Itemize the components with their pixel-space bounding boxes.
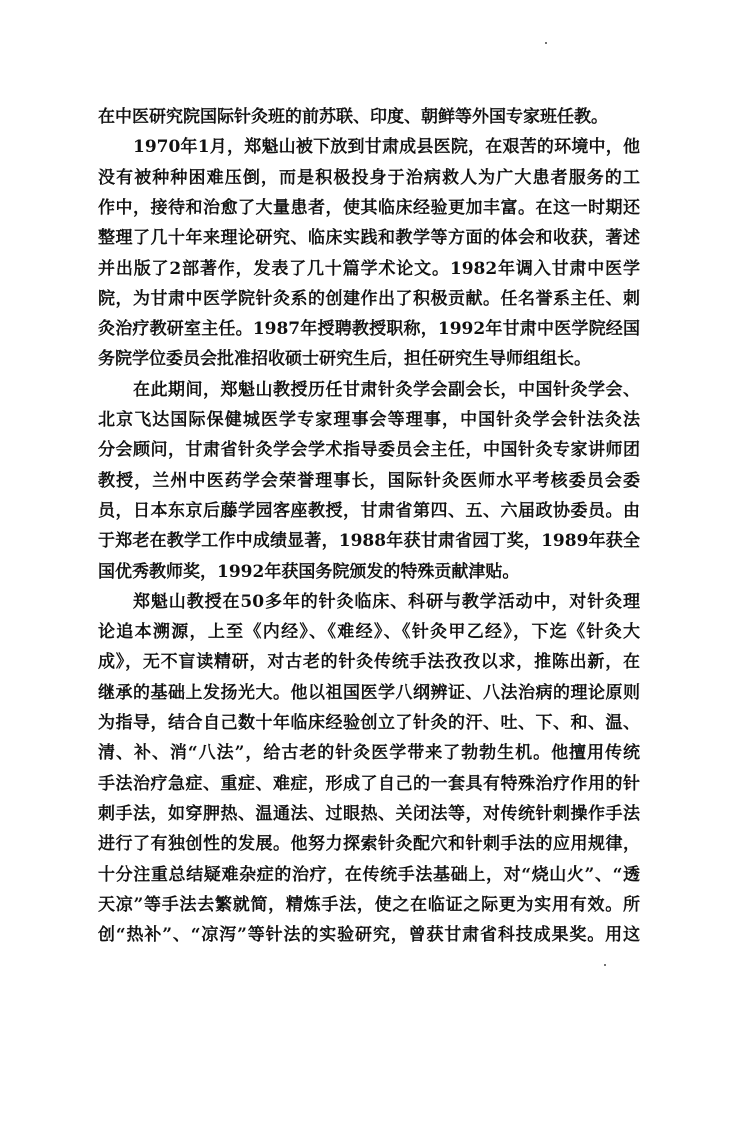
paragraph-line: 十分注重总结疑难杂症的治疗，在传统手法基础上，对“烧山火”、“透 (98, 864, 640, 885)
paragraph-line: 论追本溯源，上至《内经》、《难经》、《针灸甲乙经》，下迄《针灸大 (98, 622, 640, 643)
paragraph-line: 刺手法，如穿胛热、温通法、过眼热、关闭法等，对传统针刺操作手法 (98, 803, 640, 824)
paragraph-line: 手法治疗急症、重症、难症，形成了自己的一套具有特殊治疗作用的针 (98, 773, 640, 794)
paragraph-line: 进行了有独创性的发展。他努力探索针灸配穴和针刺手法的应用规律， (98, 834, 640, 855)
paragraph-line: 成》，无不盲读精研，对古老的针灸传统手法孜孜以求，推陈出新，在 (98, 652, 640, 673)
paragraph-line: 作中，接待和治愈了大量患者，使其临床经验更加丰富。在这一时期还 (98, 197, 640, 218)
paragraph-line: 北京飞达国际保健城医学专家理事会等理事，中国针灸学会针法灸法 (98, 410, 640, 430)
paragraph-line: 清、补、消“八法”，给古老的针灸医学带来了勃勃生机。他擅用传统 (98, 743, 640, 764)
paragraph-line: 分会顾问，甘肃省针灸学会学术指导委员会主任，中国针灸专家讲师团 (98, 440, 640, 461)
paragraph-line: 教授，兰州中医药学会荣誉理事长，国际针灸医师水平考核委员会委 (98, 470, 640, 491)
paragraph-first-line: 郑魁山教授在50多年的针灸临床、科研与教学活动中，对针灸理 (133, 591, 640, 612)
paragraph-line: 于郑老在教学工作中成绩显著，1988年获甘肃省园丁奖，1989年获全 (98, 531, 640, 552)
paragraph-line: 创“热补”、“凉泻”等针法的实验研究，曾获甘肃省科技成果奖。用这 (98, 925, 640, 946)
paragraph-line: 天凉”等手法去繁就简，精炼手法，使之在临证之际更为实用有效。所 (98, 894, 640, 915)
paragraph-first-line: 在中医研究院国际针灸班的前苏联、印度、朝鲜等外国专家班任教。 (98, 107, 608, 127)
paragraph-first-line: 1970年1月，郑魁山被下放到甘肃成县医院，在艰苦的环境中，他 (133, 137, 640, 158)
paragraph-line: 没有被种种困难压倒，而是积极投身于治病救人为广大患者服务的工 (98, 167, 640, 188)
scan-speck (604, 964, 606, 966)
paragraph-line: 国优秀教师奖，1992年获国务院颁发的特殊贡献津贴。 (98, 561, 520, 582)
paragraph-line: 员，日本东京后藤学园客座教授，甘肃省第四、五、六届政协委员。由 (98, 500, 640, 521)
paragraph-line: 并出版了2部著作，发表了几十篇学术论文。1982年调入甘肃中医学 (98, 258, 640, 279)
paragraph-first-line: 在此期间，郑魁山教授历任甘肃针灸学会副会长，中国针灸学会、 (133, 379, 640, 400)
paragraph-line: 务院学位委员会批准招收硕士研究生后，担任研究生导师组组长。 (98, 349, 591, 370)
paragraph-line: 灸治疗教研室主任。1987年授聘教授职称，1992年甘肃中医学院经国 (98, 319, 640, 340)
scan-speck (545, 42, 547, 44)
paragraph-line: 院，为甘肃中医学院针灸系的创建作出了积极贡献。任名誉系主任、刺 (98, 288, 640, 309)
paragraph-line: 继承的基础上发扬光大。他以祖国医学八纲辨证、八法治病的理论原则 (98, 682, 640, 703)
paragraph-line: 为指导，结合自己数十年临床经验创立了针灸的汗、吐、下、和、温、 (98, 713, 640, 733)
paragraph-line: 整理了几十年来理论研究、临床实践和教学等方面的体会和收获，著述 (98, 228, 640, 249)
